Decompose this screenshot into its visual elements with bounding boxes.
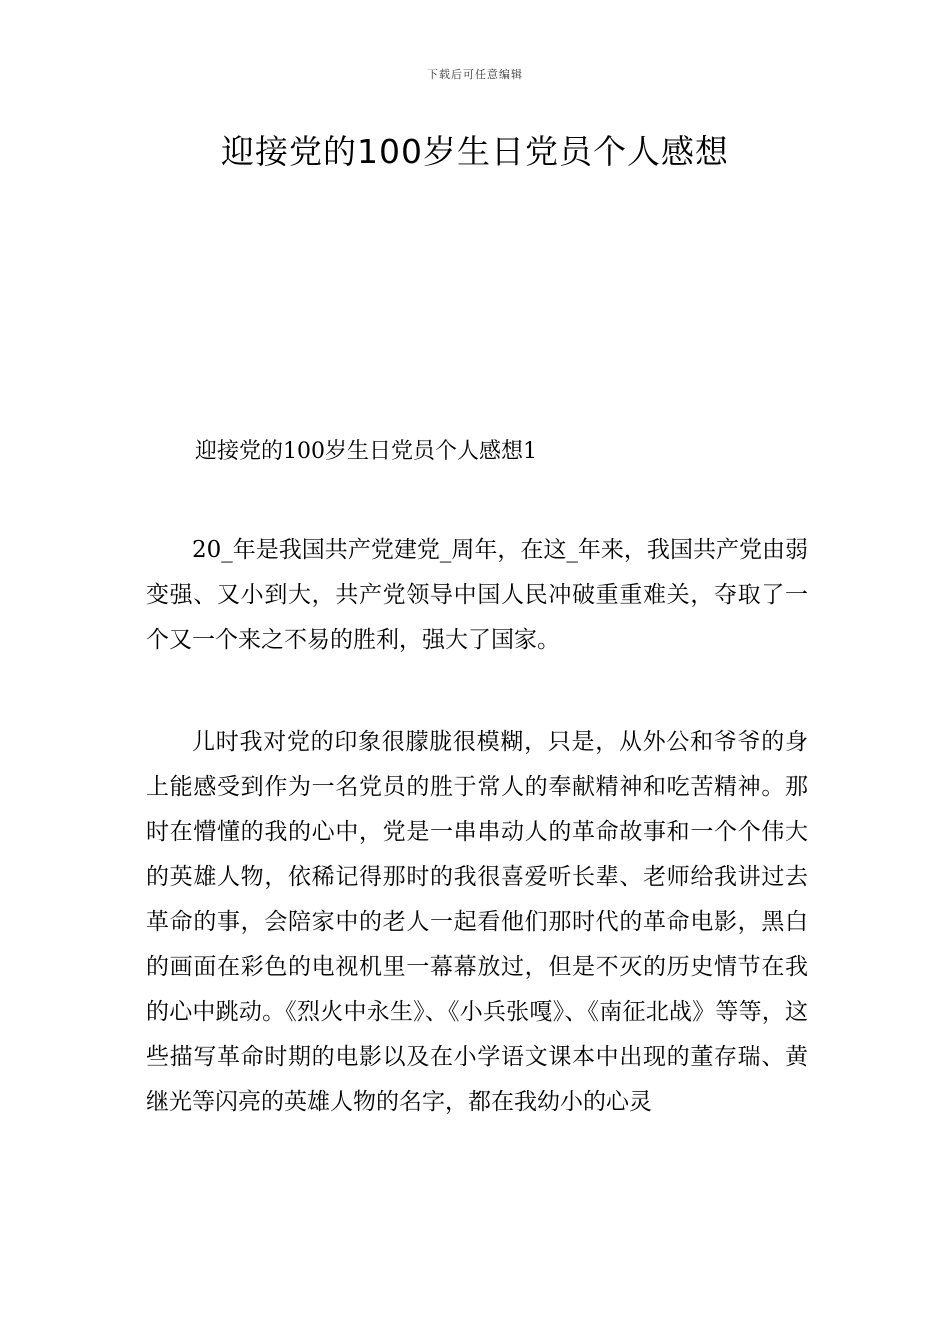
body-paragraph-2: 儿时我对党的印象很朦胧很模糊，只是，从外公和爷爷的身上能感受到作为一名党员的胜于常人的奉献精神和吃苦精神。那时在懵懂的我的心中，党是一串串动人的革命故事和一个个伟大的英雄人物，依稀记得那时的我很喜爱听长辈、老师给我讲过去革命的事，会陪家中的老人一起看他们那时代的革命电影，黑白的画面在彩色的电视机里一幕幕放过，但是不灭的历史情节在我的心中跳动。《烈火中永生》、《小兵张嘎》、《南征北战》等等，这些描写革命时期的电影以及在小学语文课本中出现的董存瑞、黄继光等闪亮的英雄人物的名字，都在我幼小的心灵 — [146, 729, 808, 1115]
section-heading: 迎接党的100岁生日党员个人感想1 — [195, 439, 537, 464]
header-note: 下载后可任意编辑 — [427, 68, 523, 81]
document-title: 迎接党的100岁生日党员个人感想 — [221, 132, 729, 171]
body-paragraph-1: 20_年是我国共产党建党_周年，在这_年来，我国共产党由弱变强、又小到大，共产党领导中国人民冲破重重难关，夺取了一个又一个来之不易的胜利，强大了国家。 — [146, 537, 808, 653]
